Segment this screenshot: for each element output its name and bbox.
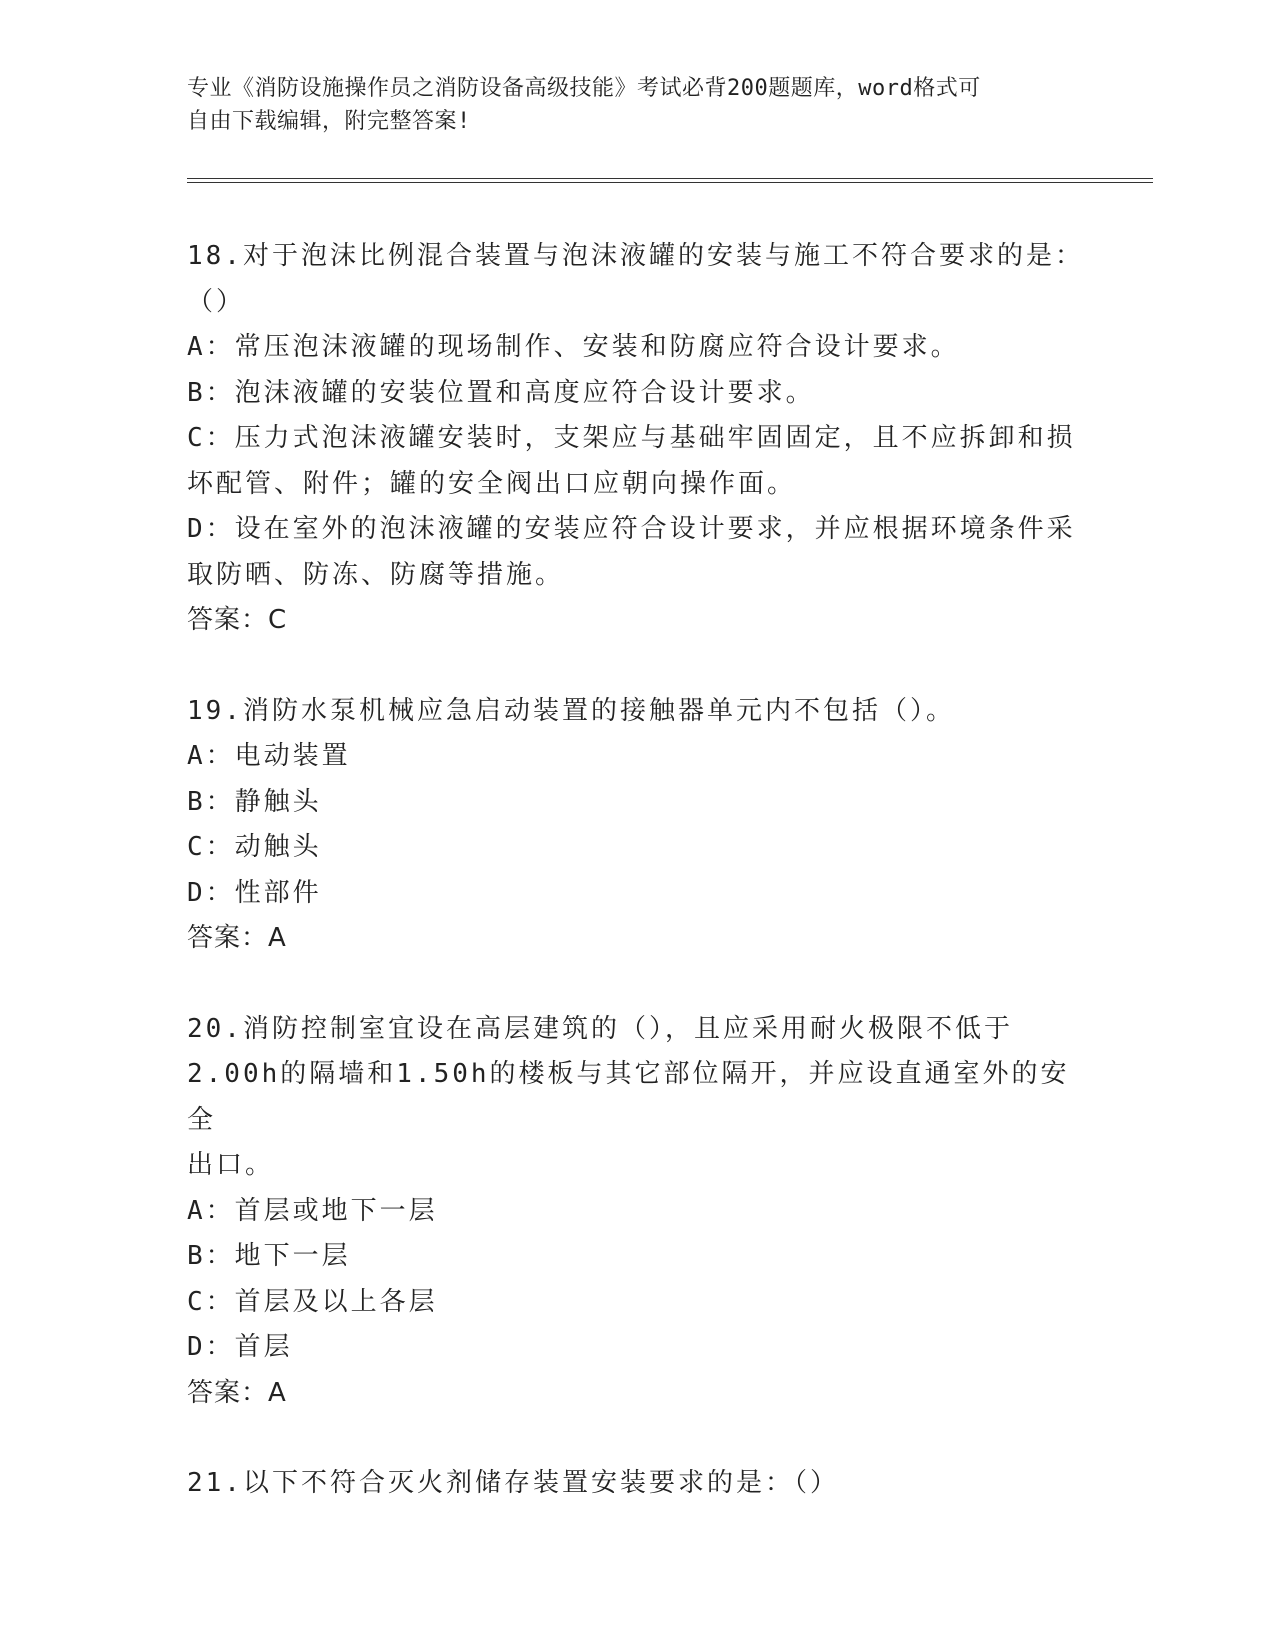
question-stem: 20.消防控制室宜设在高层建筑的（），且应采用耐火极限不低于	[187, 1013, 1013, 1044]
option-a: A：常压泡沫液罐的现场制作、安装和防腐应符合设计要求。	[187, 332, 960, 362]
option-d: D：设在室外的泡沫液罐的安装应符合设计要求，并应根据环境条件采	[187, 514, 1076, 544]
header-line-2: 自由下载编辑，附完整答案!	[187, 109, 471, 134]
answer-label: 答案：A	[187, 1377, 287, 1408]
option-c: C：动触头	[187, 832, 322, 862]
question-21	[187, 1461, 1087, 1507]
header-line-1: 专业《消防设施操作员之消防设备高级技能》考试必背200题题库，word格式可	[187, 76, 981, 101]
question-20	[187, 1007, 1087, 1417]
option-b: B：地下一层	[187, 1241, 351, 1271]
question-stem: 18.对于泡沫比例混合装置与泡沫液罐的安装与施工不符合要求的是：	[187, 241, 1084, 271]
option-d: D：性部件	[187, 877, 322, 908]
option-a: A：首层或地下一层	[187, 1195, 438, 1226]
question-stem: 出口。	[187, 1150, 275, 1180]
question-stem: 21.以下不符合灭火剂储存装置安装要求的是：（）	[187, 1468, 839, 1498]
option-a: A：电动装置	[187, 741, 351, 771]
option-b: B：泡沫液罐的安装位置和高度应符合设计要求。	[187, 377, 815, 408]
option-c: C：压力式泡沫液罐安装时，支架应与基础牢固固定，且不应拆卸和损	[187, 423, 1076, 453]
answer-label: 答案：A	[187, 923, 287, 953]
question-stem: （）	[187, 286, 246, 317]
option-b: B：静触头	[187, 786, 322, 817]
question-19	[187, 689, 1087, 962]
option-d: D：首层	[187, 1332, 293, 1362]
question-list	[187, 234, 1087, 1507]
option-c: C：首层及以上各层	[187, 1286, 438, 1317]
header-divider	[187, 178, 1153, 183]
question-stem: 2.00h的隔墙和1.50h的楼板与其它部位隔开，并应设直通室外的安全	[187, 1059, 1070, 1135]
answer-label: 答案：C	[187, 605, 288, 635]
option-d: 取防晒、防冻、防腐等措施。	[187, 559, 565, 590]
question-18	[187, 234, 1087, 644]
option-c: 坏配管、附件；罐的安全阀出口应朝向操作面。	[187, 468, 797, 499]
question-stem: 19.消防水泵机械应急启动装置的接触器单元内不包括（）。	[187, 695, 955, 726]
document-header	[187, 72, 1087, 138]
